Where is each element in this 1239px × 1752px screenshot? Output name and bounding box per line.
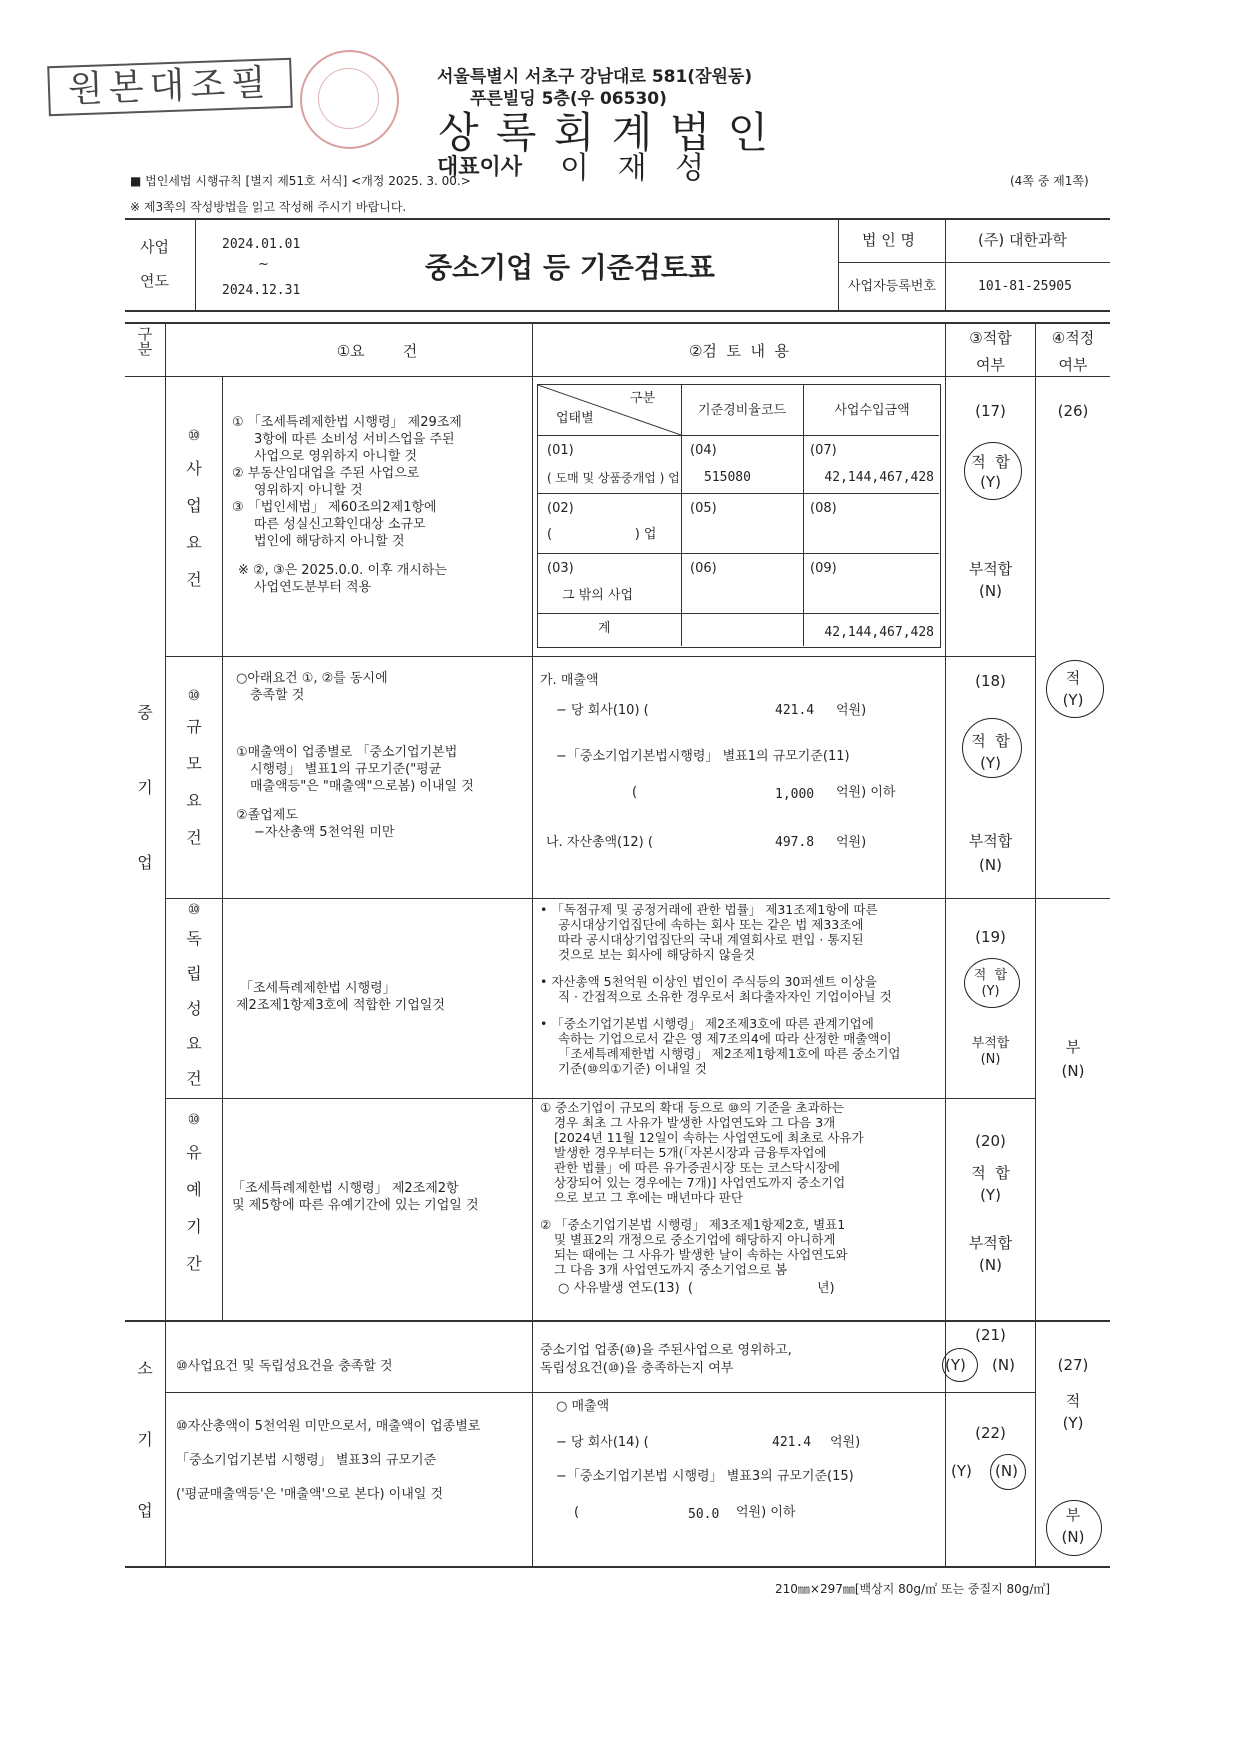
r102-std-open: (: [632, 785, 638, 800]
original-copy-stamp: [47, 58, 293, 116]
r103-review: • 「독점규제 및 공정거래에 관한 법률」 제31조제1항에 따른 공시대상기업집단에 속하는 회사 또는 같은 법 제33조에 따라 공시대상기업집단의 국내 계열회사로 편입 · 통지된 것으로 보는 회사에 해당하지 않을것 • 자산총액 5천억원 이상인 법인이 주식등의 30퍼센트 이상을 직 · 간접적으로 소유한 경우로서 최다출자자인 기업이아닐 것 • 「중소기업기본법 시행령」 제2조제3호에 따른 관계기업에 속하는 기업으로서 같은 영 제7조의4에 따라 산정한 매출액이 「조세특례제한법 시행령」 제2조제1항제1호에 따른 중소기업 기준(⑩의①기준) 이내일 것: [540, 902, 901, 1076]
r106-own-label: − 당 회사(14) (: [556, 1435, 649, 1450]
r106-requirements: ⑩자산총액이 5천억원 미만으로서, 매출액이 업종별로 「중소기업기본법 시행령」 별표3의 규모기준 ('평균매출액등'은 '매출액'으로 본다) 이내일 것: [176, 1419, 481, 1502]
r101-th-division: 구분: [630, 391, 656, 406]
r104-label: ⑩ 유 예 기 간: [186, 1112, 202, 1273]
r103-fit-y-2: (Y): [981, 984, 1000, 999]
r105-fit-y: (Y): [945, 1356, 966, 1374]
r104-fit-n-1: 부적합: [968, 1234, 1013, 1252]
r101-total-label: 계: [598, 621, 611, 636]
seal-inner-icon: [318, 68, 379, 129]
r106-sales-heading: ○ 매출액: [556, 1399, 610, 1414]
r102-own-unit: 억원): [836, 703, 867, 718]
reg-no-label: 사업자등록번호: [848, 279, 936, 294]
r102-fit-y-1: 적 합: [971, 732, 1010, 750]
firm-ceo-name: 이 재 성: [560, 151, 705, 186]
r106-fit-y: (Y): [951, 1462, 972, 1480]
r102-std-unit: 억원) 이하: [836, 785, 896, 800]
period-from: 2024.01.01: [222, 237, 301, 252]
r102-fit-y-2: (Y): [980, 754, 1001, 772]
r105-review-1: 중소기업 업종(⑩)을 주된사업으로 영위하고,: [540, 1343, 792, 1358]
r104-fit-y-2: (Y): [980, 1186, 1001, 1204]
r101-fit-n-2: (N): [979, 582, 1002, 600]
r101-th-amount: 사업수입금액: [834, 403, 910, 418]
r102-sales-heading: 가. 매출액: [540, 673, 599, 688]
col-division-header: 구분: [135, 326, 154, 356]
firm-address-1: 서울특별시 서초구 강남대로 581(잠원동): [437, 67, 753, 87]
r102-col4-y-1: 적: [1065, 669, 1081, 687]
r102-own-value: 421.4: [775, 703, 815, 718]
corp-name-value: (주) 대한과학: [978, 231, 1067, 249]
col-fit3-header-1: ③적합: [969, 329, 1012, 347]
r102-label: ⑩ 규 모 요 건: [186, 688, 202, 847]
instruction-note: ※ 제3쪽의 작성방법을 읽고 작성해 주시기 바랍니다.: [130, 200, 407, 214]
r101-c05: (05): [690, 501, 717, 516]
r102-asset-unit: 억원): [836, 835, 867, 850]
r106-std-value: 50.0: [688, 1507, 720, 1522]
r105-fit-n: (N): [992, 1356, 1015, 1374]
r102-asset-value: 497.8: [775, 835, 815, 850]
r101-fit-n-1: 부적합: [968, 560, 1013, 578]
r103-label: ⑩ 독 립 성 요 건: [186, 902, 202, 1088]
r103-col4-n-2: (N): [1061, 1062, 1085, 1080]
r101-c07-value: 42,144,467,428: [824, 470, 934, 485]
r104-fit-no: (20): [975, 1132, 1006, 1150]
r106-std-open: (: [574, 1505, 580, 1520]
r102-fit-no: (18): [975, 672, 1006, 690]
r106-std-label: −「중소기업기본법 시행령」 별표3의 규모기준(15): [556, 1469, 854, 1484]
r106-col4-n-1: 부: [1065, 1506, 1081, 1524]
r105-fit-no: (21): [975, 1326, 1006, 1344]
r105-col4-no: (27): [1057, 1356, 1089, 1374]
form-reference: ■ 법인세법 시행규칙 [별지 제51호 서식] <개정 2025. 3. 00.>: [130, 174, 471, 188]
r106-own-value: 421.4: [772, 1435, 812, 1450]
r104-review: ① 중소기업이 규모의 확대 등으로 ⑩의 기준을 초과하는 경우 최초 그 사유가 발생한 사업연도와 그 다음 3개 [2024년 11월 12일이 속하는 사업연도에 최초로 사유가 발생한 경우부터는 5개(「자본시장과 금융투자업에 관한 법률」에 따른 유가증권시장 또는 코스닥시장에 상장되어 있는 경우에는 7개)] 사업연도까지 중소기업 으로 보고 그 후에는 매년마다 판단 ② 「중소기업기본법 시행령」 제3조제1항제2호, 별표1 및 별표2의 개정으로 중소기업에 해당하지 아니하게 되는 때에는 그 사유가 발생한 날이 속하는 사업연도와 그 다음 3개 사업연도까지 중소기업으로 봄 ○ 사유발생 연도(13) ( 년): [540, 1100, 864, 1296]
r102-col4-y-2: (Y): [1062, 691, 1084, 709]
paper-spec-footer: 210㎜×297㎜[백상지 80g/㎡ 또는 중질지 80g/㎡]: [775, 1582, 1051, 1596]
r102-fit-n-2: (N): [979, 856, 1002, 874]
r106-own-unit: 억원): [830, 1435, 861, 1450]
r102-own-label: − 당 회사(10) (: [556, 703, 649, 718]
r102-std-value: 1,000: [775, 787, 815, 802]
period-tilde: ~: [258, 257, 269, 272]
r102-std-label: −「중소기업기본법시행령」 별표1의 규모기준(11): [556, 749, 850, 764]
r101-c07: (07): [810, 443, 837, 458]
r105-col4-y-1: 적: [1065, 1392, 1081, 1410]
r101-label: ⑩ 사 업 요 건: [186, 428, 202, 589]
r103-fit-no: (19): [975, 928, 1006, 946]
r101-c06: (06): [690, 561, 717, 576]
r102-asset-label: 나. 자산총액(12) (: [546, 835, 653, 850]
r101-total-value: 42,144,467,428: [824, 625, 934, 640]
r103-col4-n-1: 부: [1065, 1038, 1081, 1056]
r101-c01-name: ( 도매 및 상품중개업 ) 업: [547, 471, 680, 485]
r101-business-table: [537, 384, 941, 648]
r101-fit-no: (17): [975, 402, 1006, 420]
firm-name: 상 록 회 계 법 인: [438, 108, 771, 157]
r106-col4-n-2: (N): [1061, 1528, 1085, 1546]
page-info: (4쪽 중 제1쪽): [1010, 174, 1089, 188]
r105-review-2: 독립성요건(⑩)을 충족하는지 여부: [540, 1361, 734, 1376]
stamp-text: 원본대조필: [67, 62, 273, 111]
col-requirement-header: ①요 건: [336, 342, 418, 360]
period-label-1: 사업: [140, 238, 169, 256]
firm-ceo-label: 대표이사: [437, 155, 523, 180]
sme-group-label: 중 기 업: [137, 703, 153, 872]
r101-c03-name: 그 밖의 사업: [562, 588, 634, 603]
r105-col4-y-2: (Y): [1062, 1414, 1084, 1432]
r101-fit-y-2: (Y): [980, 473, 1001, 491]
r101-c03: (03): [547, 561, 574, 576]
r103-requirements: 「조세특례제한법 시행령」 제2조제1항제3호에 적합한 기업일것: [236, 981, 445, 1013]
col-fit4-header-2: 여부: [1058, 356, 1088, 374]
r104-fit-y-1: 적 합: [971, 1164, 1010, 1182]
small-business-group-label: 소 기 업: [137, 1359, 153, 1520]
r101-fit-y-1: 적 합: [971, 453, 1010, 471]
col-review-header: ②검 토 내 용: [688, 342, 790, 360]
reg-no-value: 101-81-25905: [978, 279, 1072, 294]
r103-fit-n-2: (N): [980, 1052, 1001, 1067]
r105-requirement: ⑩사업요건 및 독립성요건을 충족할 것: [176, 1359, 393, 1374]
period-to: 2024.12.31: [222, 283, 301, 298]
r101-c02-name: ( ) 업: [547, 527, 657, 542]
r101-th-code: 기준경비율코드: [698, 403, 786, 418]
form-title: 중소기업 등 기준검토표: [425, 251, 715, 284]
r101-c02: (02): [547, 501, 574, 516]
r102-requirements: ○아래요건 ①, ②를 동시에 충족할 것 ①매출액이 업종별로 「중소기업기본법 시행령」 별표1의 규모기준("평균 매출액등"은 "매출액"으로봄) 이내일 것 ②졸업제도 −자산총액 5천억원 미만: [236, 671, 474, 840]
r101-c04-value: 515080: [704, 470, 751, 485]
r101-c01: (01): [547, 443, 574, 458]
r106-std-unit: 억원) 이하: [736, 1505, 796, 1520]
r101-c09: (09): [810, 561, 837, 576]
firm-address-2: 푸른빌딩 5층(우 06530): [470, 89, 667, 109]
r106-fit-no: (22): [975, 1424, 1006, 1442]
r101-requirements: ① 「조세특례제한법 시행령」 제29조제 3항에 따른 소비성 서비스업을 주된 사업으로 영위하지 아니할 것 ② 부동산임대업을 주된 사업으로 영위하지 아니할 것 ③ 「법인세법」 제60조의2제1항에 따른 성실신고확인대상 소규모 법인에 해당하지 아니할 것 ※ ②, ③은 2025.0.0. 이후 개시하는 사업연도분부터 적용: [232, 415, 462, 595]
r101-th-type: 업태별: [556, 411, 594, 426]
r101-col4-no: (26): [1057, 402, 1089, 420]
r101-c08: (08): [810, 501, 837, 516]
col-fit4-header-1: ④적정: [1051, 329, 1095, 347]
r104-fit-n-2: (N): [979, 1256, 1002, 1274]
r106-fit-n: (N): [995, 1462, 1018, 1480]
corp-name-label: 법 인 명: [862, 231, 916, 249]
col-fit3-header-2: 여부: [976, 356, 1005, 374]
r101-c04: (04): [690, 443, 717, 458]
r102-fit-n-1: 부적합: [968, 832, 1013, 850]
period-label-2: 연도: [140, 272, 169, 290]
r104-requirements: 「조세특례제한법 시행령」 제2조제2항 및 제5항에 따른 유예기간에 있는 기업일 것: [232, 1181, 479, 1213]
r103-fit-n-1: 부적합: [971, 1036, 1010, 1051]
r103-fit-y-1: 적 합: [973, 968, 1008, 983]
